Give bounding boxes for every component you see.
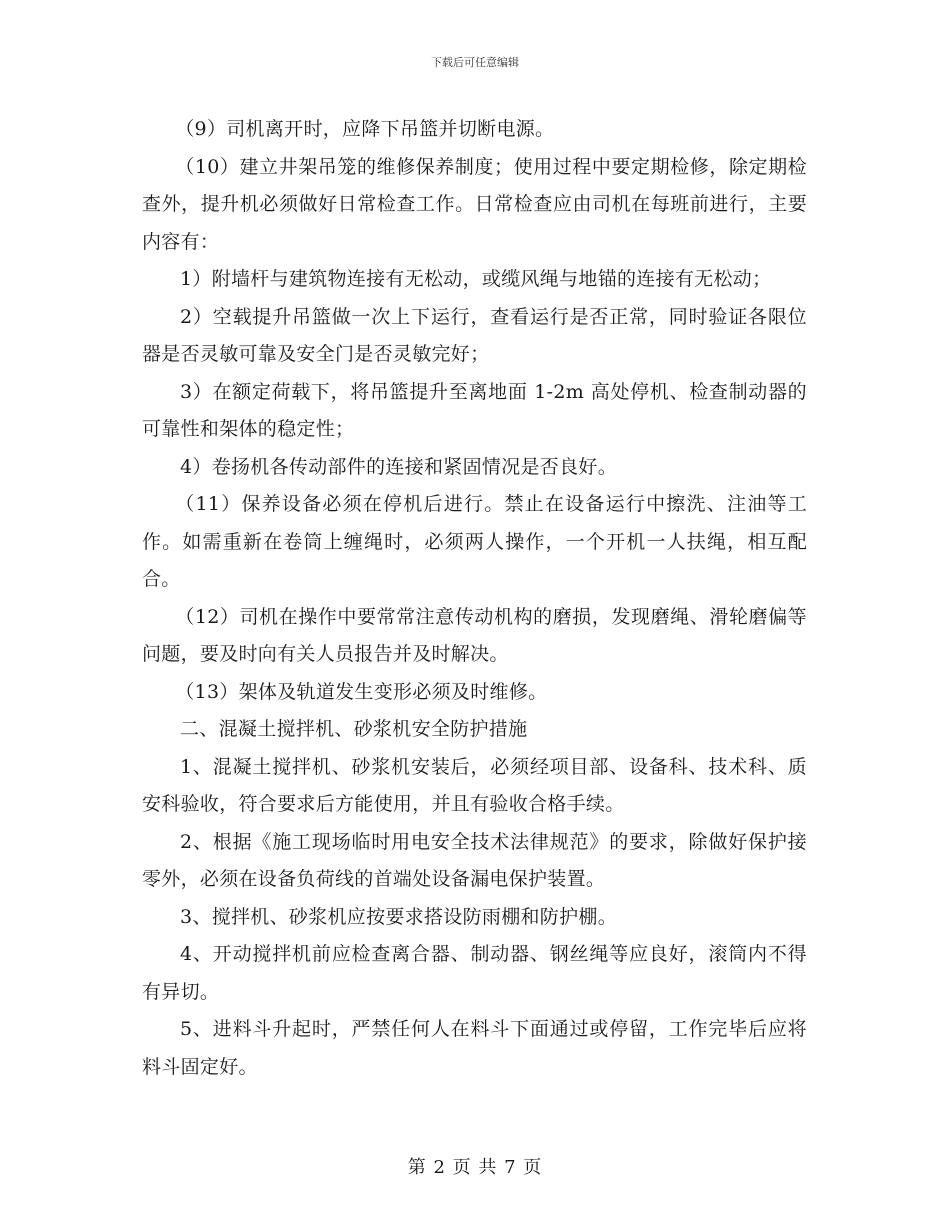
paragraph-check-3: 3）在额定荷载下，将吊篮提升至离地面 1-2m 高处停机、检查制动器的可靠性和架体的稳定性； xyxy=(142,380,807,440)
paragraph-check-1: 1）附墙杆与建筑物连接有无松动，或缆风绳与地锚的连接有无松动； xyxy=(180,268,772,290)
paragraph-item-11: （11）保养设备必须在停机后进行。禁止在设备运行中擦洗、注油等工作。如需重新在卷筒上缠绳时，必须两人操作，一个开机一人扶绳，相互配合。 xyxy=(142,493,807,590)
paragraph-mixer-5: 5、进料斗升起时，严禁任何人在料斗下面通过或停留，工作完毕后应将料斗固定好。 xyxy=(142,1018,807,1078)
paragraph-item-12: （12）司机在操作中要常常注意传动机构的磨损，发现磨绳、滑轮磨偏等问题，要及时向有关人员报告并及时解决。 xyxy=(142,605,807,665)
paragraph-mixer-3: 3、搅拌机、砂浆机应按要求搭设防雨棚和防护棚。 xyxy=(180,905,617,928)
paragraph-check-2: 2）空载提升吊篮做一次上下运行，查看运行是否正常，同时验证各限位器是否灵敏可靠及安全门是否灵敏完好； xyxy=(142,305,807,365)
paragraph-mixer-4: 4、开动搅拌机前应检查离合器、制动器、钢丝绳等应良好，滚筒内不得有异切。 xyxy=(142,943,807,1003)
page-header: 下载后可任意编辑 xyxy=(431,56,519,69)
paragraph-mixer-1: 1、混凝土搅拌机、砂浆机安装后，必须经项目部、设备科、技术科、质安科验收，符合要求后方能使用，并且有验收合格手续。 xyxy=(142,755,807,815)
paragraph-item-9: （9）司机离开时，应降下吊篮并切断电源。 xyxy=(175,118,555,140)
document-body xyxy=(142,111,807,1086)
paragraph-item-10: （10）建立井架吊笼的维修保养制度；使用过程中要定期检修，除定期检查外，提升机必须做好日常检查工作。日常检查应由司机在每班前进行，主要内容有： xyxy=(142,155,807,253)
paragraph-check-4: 4）卷扬机各传动部件的连接和紧固情况是否良好。 xyxy=(180,455,617,478)
paragraph-item-13: （13）架体及轨道发生变形必须及时维修。 xyxy=(175,680,548,703)
page-number-footer: 第 2 页 共 7 页 xyxy=(407,1157,543,1178)
section-heading-2: 二、混凝土搅拌机、砂浆机安全防护措施 xyxy=(180,718,528,740)
paragraph-mixer-2: 2、根据《施工现场临时用电安全技术法律规范》的要求，除做好保护接零外，必须在设备负荷线的首端处设备漏电保护装置。 xyxy=(142,830,807,890)
